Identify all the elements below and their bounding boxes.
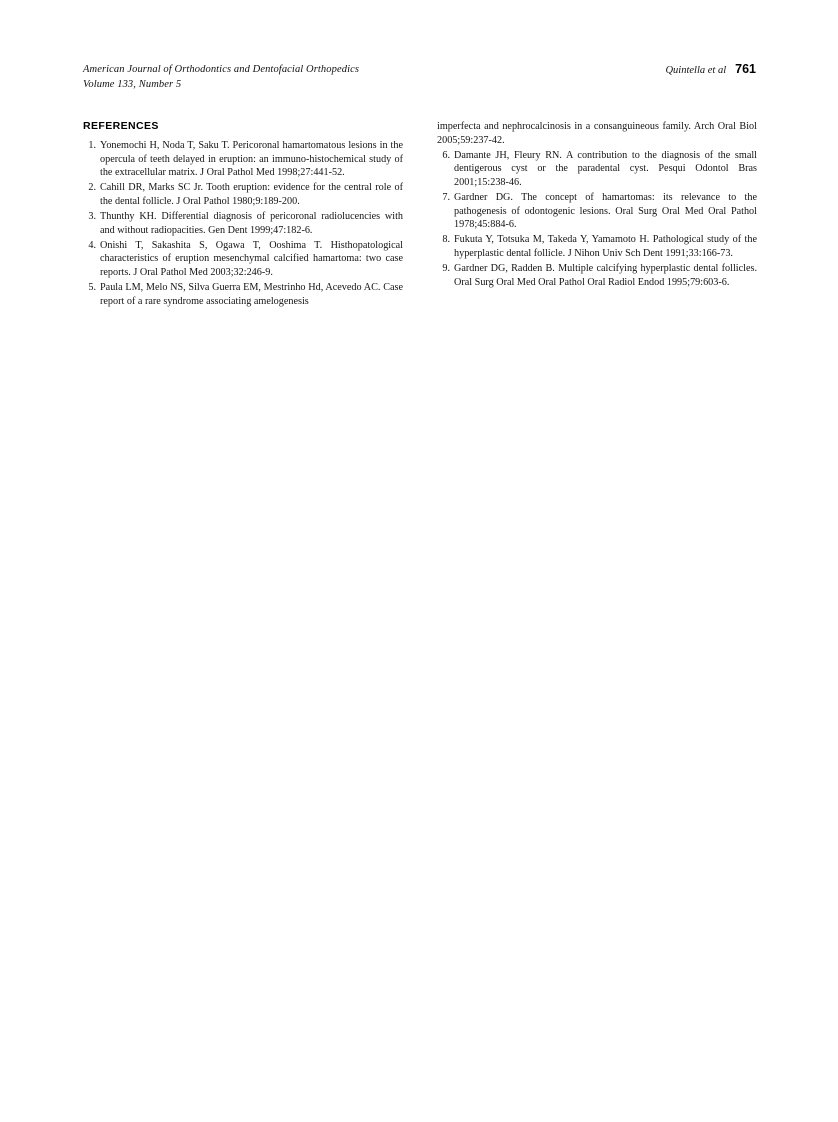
reference-number: 5. <box>88 281 96 293</box>
reference-entry <box>437 191 757 232</box>
page-title: REFERENCES <box>83 120 159 132</box>
reference-number: 7. <box>442 191 450 203</box>
running-head-right <box>665 62 756 76</box>
reference-number: 2. <box>88 182 96 194</box>
reference-entry <box>83 181 403 208</box>
reference-entry <box>83 281 403 308</box>
reference-number: 3. <box>88 210 96 222</box>
right-column <box>437 120 757 308</box>
reference-list-right <box>437 149 757 289</box>
reference-number: 9. <box>442 262 450 274</box>
reference-entry <box>83 210 403 237</box>
reference-text: Gardner DG. The concept of hamartomas: its relevance to the pathogenesis of odontogenic lesions. Oral Surg Oral Med Oral Pathol 1978;45:884-6. <box>454 191 757 231</box>
reference-entry <box>437 233 757 260</box>
reference-entry <box>83 139 403 180</box>
reference-entry <box>437 262 757 289</box>
reference-list-left <box>83 139 403 308</box>
reference-text: Thunthy KH. Differential diagnosis of pericoronal radiolucencies with and without radiopacities. Gen Dent 1999;47:182-6. <box>100 210 403 236</box>
reference-text: Damante JH, Fleury RN. A contribution to the diagnosis of the small dentigerous cyst or the paradental cyst. Pesqui Odontol Bras 2001;15:238-46. <box>454 149 757 188</box>
reference-number: 4. <box>88 239 96 251</box>
two-column-body <box>83 120 758 308</box>
reference-text: Yonemochi H, Noda T, Saku T. Pericoronal hamartomatous lesions in the opercula of teeth delayed in eruption: an immuno-histochemical study of the extracellular matrix. J Oral Pathol Med 1998;27:441-52. <box>100 140 403 179</box>
reference-number: 6. <box>442 149 450 161</box>
reference-continuation: imperfecta and nephrocalcinosis in a consanguineous family. Arch Oral Biol 2005;59:237-42. <box>437 121 757 146</box>
reference-text: Fukuta Y, Totsuka M, Takeda Y, Yamamoto H. Pathological study of the hyperplastic dental follicle. J Nihon Univ Sch Dent 1991;33:166-73. <box>454 234 757 259</box>
reference-text: Gardner DG, Radden B. Multiple calcifying hyperplastic dental follicles. Oral Surg Oral Med Oral Pathol Oral Radiol Endod 1995;79:603-6. <box>454 262 757 288</box>
journal-title: American Journal of Orthodontics and Dentofacial Orthopedics <box>83 64 360 75</box>
page-number: 761 <box>735 62 756 76</box>
reference-number: 8. <box>442 234 450 246</box>
volume-issue: Volume 133, Number 5 <box>83 79 182 90</box>
running-head <box>83 62 756 92</box>
reference-text: Cahill DR, Marks SC Jr. Tooth eruption: evidence for the central role of the dental follicle. J Oral Pathol 1980;9:189-200. <box>100 182 403 207</box>
reference-entry <box>83 239 403 280</box>
running-head-authors: Quintella et al <box>665 65 727 76</box>
running-head-left <box>83 62 359 92</box>
reference-text: Onishi T, Sakashita S, Ogawa T, Ooshima T. Histhopatological characteristics of eruption mesenchymal calcified hamartoma: two case reports. J Oral Pathol Med 2003;32:246-9. <box>100 239 403 278</box>
reference-entry <box>437 149 757 190</box>
reference-text: Paula LM, Melo NS, Silva Guerra EM, Mestrinho Hd, Acevedo AC. Case report of a rare syndrome associating amelogenesis <box>100 281 403 307</box>
reference-number: 1. <box>88 140 96 151</box>
left-column <box>83 120 403 308</box>
